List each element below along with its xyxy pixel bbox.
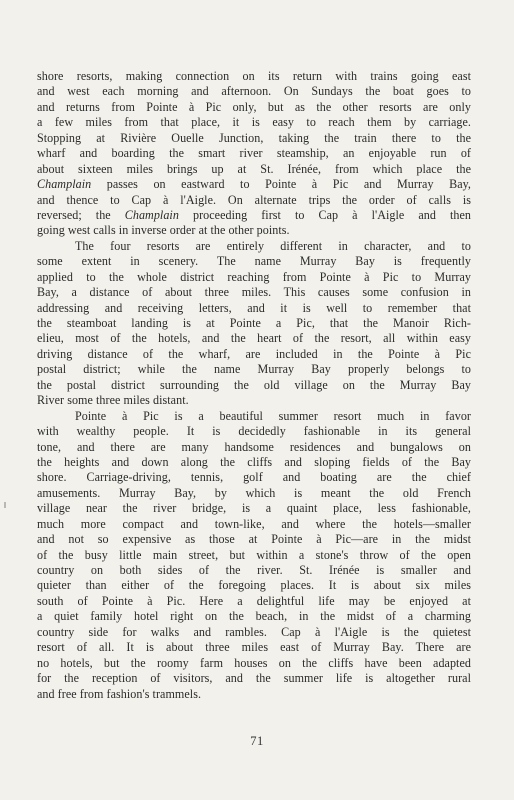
text-line: the heights and down along the cliffs and sloping fields of the Bay: [37, 454, 471, 469]
text-line: and free from fashion's trammels.: [37, 686, 202, 701]
page-number: 71: [250, 734, 264, 748]
text-line: and west each morning and afternoon. On Sundays the boat goes to: [37, 84, 471, 99]
text-line: the postal district surrounding the old village on the Murray Bay: [37, 377, 471, 392]
text-line: village near the river bridge, is a quaint place, less fashionable,: [37, 501, 471, 516]
text-line: amusements. Murray Bay, by which is meant the old French: [37, 485, 471, 500]
text-line: driving distance of the wharf, are included in the Pointe à Pic: [37, 346, 471, 361]
text-line: of the busy little main street, but within a stone's throw of the open: [37, 547, 471, 562]
text-line: quieter than either of the foregoing places. It is about six miles: [37, 578, 471, 593]
text-line: shore. Carriage-driving, tennis, golf and boating are the chief: [37, 470, 471, 485]
text-line: the steamboat landing is at Pointe a Pic, that the Manoir Rich-: [37, 316, 471, 330]
text-line: about sixteen miles brings up at St. Irénée, from which place the: [37, 161, 471, 176]
text-line: applied to the whole district reaching from Pointe à Pic to Murray: [37, 269, 471, 284]
text-line: wharf and boarding the smart river steamship, an enjoyable run of: [37, 146, 471, 161]
text-line: for the reception of visitors, and the summer life is altogether rural: [37, 671, 471, 686]
margin-mark: [4, 502, 6, 508]
text-line: and thence to Cap à l'Aigle. On alternate trips the order of calls is: [37, 192, 471, 207]
text-line: elieu, most of the hotels, and the heart of the resort, all within easy: [37, 331, 471, 346]
text-line: country on both sides of the river. St. Irénée is smaller and: [37, 563, 471, 577]
text-line: The four resorts are entirely different in character, and to: [75, 238, 471, 253]
text-line: Bay, a distance of about three miles. This causes some confusion in: [37, 285, 471, 300]
text-line: and not so expensive as those at Pointe à Pic—are in the midst: [37, 532, 471, 547]
text-line: shore resorts, making connection on its return with trains going east: [37, 69, 471, 83]
ship-name: Champlain: [37, 177, 92, 192]
text-line: much more compact and town-like, and where the hotels—smaller: [37, 516, 471, 531]
text-line: going west calls in inverse order at the other points.: [37, 223, 290, 238]
text-line: no hotels, but the roomy farm houses on the cliffs have been adapted: [37, 655, 471, 670]
text-line: south of Pointe à Pic. Here a delightful life may be enjoyed at: [37, 593, 471, 608]
body-text: [37, 69, 471, 702]
text-line: River some three miles distant.: [37, 393, 189, 408]
text-line: addressing and receiving letters, and it is well to remember that: [37, 300, 471, 315]
text-line: a quiet family hotel right on the beach, in the midst of a charming: [37, 609, 471, 624]
text-line: with wealthy people. It is decidedly fashionable in its general: [37, 424, 471, 439]
text-line: Stopping at Rivière Ouelle Junction, taking the train there to the: [37, 130, 471, 145]
text-line: postal district; while the name Murray Bay properly belongs to: [37, 362, 471, 377]
text-line: some extent in scenery. The name Murray Bay is frequently: [37, 254, 471, 269]
text-line: tone, and there are many handsome residences and bungalows on: [37, 439, 471, 454]
text-line: Pointe à Pic is a beautiful summer resort much in favor: [75, 408, 471, 423]
text-line: and returns from Pointe à Pic only, but as the other resorts are only: [37, 99, 471, 114]
ship-name: Champlain: [124, 207, 179, 222]
text-line: country side for walks and rambles. Cap à l'Aigle is the quietest: [37, 624, 471, 639]
text-line: reversed; the Champlain proceeding first to Cap à l'Aigle and then: [37, 207, 471, 222]
text-line: Champlain passes on eastward to Pointe à Pic and Murray Bay,: [37, 177, 471, 192]
text-line: resort of all. It is about three miles east of Murray Bay. There are: [37, 640, 471, 655]
text-line: a few miles from that place, it is easy to reach them by carriage.: [37, 115, 471, 130]
